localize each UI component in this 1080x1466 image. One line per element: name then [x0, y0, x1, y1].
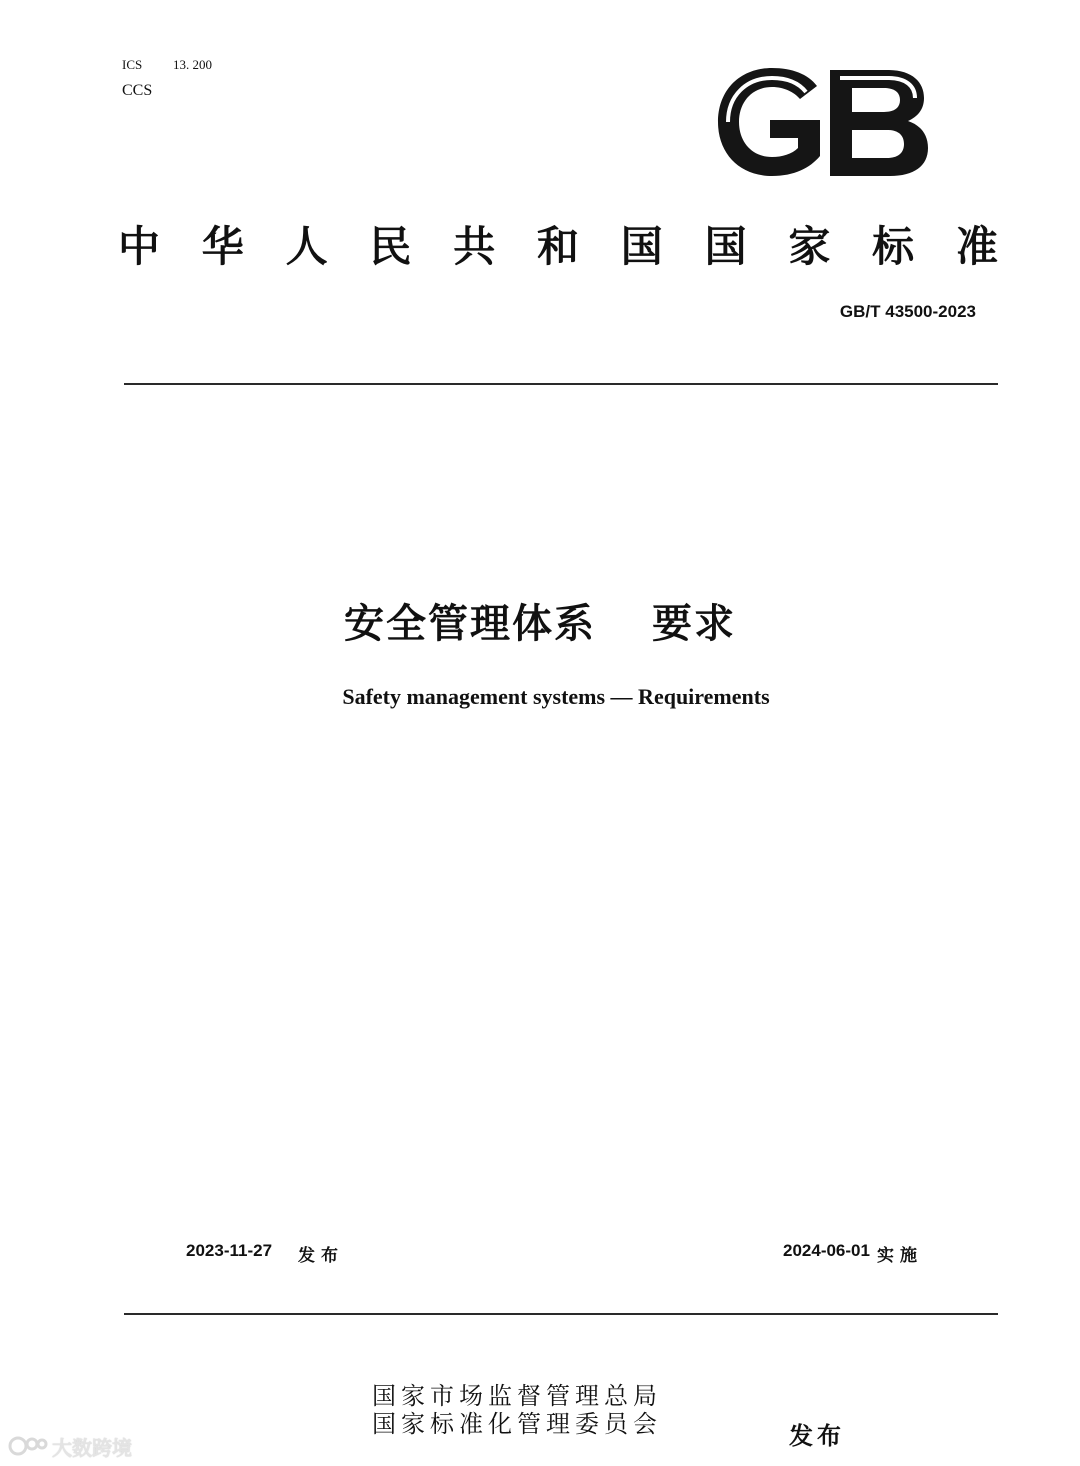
watermark-text: 大数跨境: [52, 1437, 132, 1460]
standard-type-char: 家: [788, 223, 831, 270]
ics-label: ICS: [122, 57, 143, 72]
issue-label: 发布: [298, 1246, 344, 1265]
title-chinese: [0, 592, 1080, 649]
standard-type-char: 和: [536, 223, 579, 270]
issue-date: 2023-11-27: [186, 1241, 273, 1260]
standard-type-char: 民: [369, 223, 412, 270]
standard-type-char: 华: [201, 223, 244, 270]
standard-type-char: 标: [872, 223, 915, 270]
top-divider: [124, 383, 998, 385]
implementation-label: 实施: [877, 1246, 923, 1265]
watermark: [8, 1432, 158, 1460]
title-cn-sub: 要求: [652, 602, 736, 646]
standard-code: GB/T 43500-2023: [839, 302, 976, 321]
standard-type-char: 国: [704, 223, 747, 270]
standard-type-char: 国: [620, 223, 663, 270]
title-cn-main: 安全管理体系: [344, 602, 596, 646]
standard-type-heading: [118, 214, 998, 274]
agency-sac: 国家标准化管理委员会: [372, 1411, 662, 1438]
agency-samr: 国家市场监督管理总局: [372, 1383, 662, 1410]
standard-type-char: 中: [118, 223, 161, 270]
ccs-label: CCS: [122, 82, 153, 99]
bottom-divider: [124, 1313, 998, 1315]
title-english: Safety management systems — Requirements: [342, 684, 770, 709]
standard-type-char: 准: [955, 223, 998, 270]
ics-value: 13. 200: [173, 57, 212, 72]
implementation-date: 2024-06-01: [783, 1241, 870, 1260]
gb-logo: [712, 64, 932, 180]
publish-label: 发布: [789, 1423, 845, 1450]
standard-type-char: 共: [453, 223, 496, 270]
standard-type-char: 人: [285, 223, 328, 270]
watermark-logo-icon: [8, 1434, 48, 1458]
